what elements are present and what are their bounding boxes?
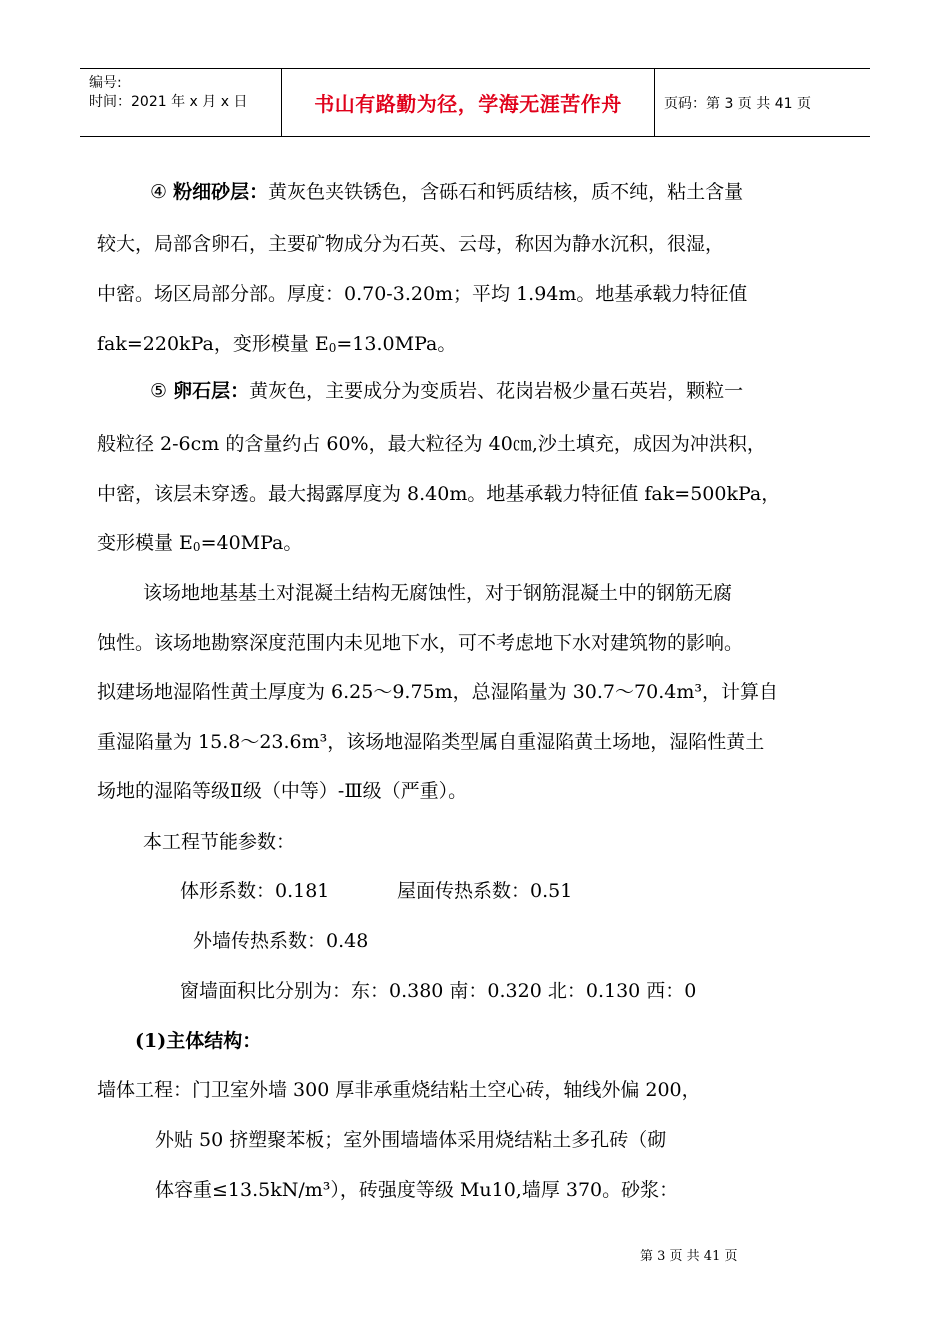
paragraph-line: 外贴 50 挤塑聚苯板；室外围墙墙体采用烧结粘土多孔砖（砌	[155, 1129, 667, 1151]
subscript: 0	[192, 540, 201, 554]
page-header	[80, 68, 870, 137]
paragraph-line: 墙体工程：门卫室外墙 300 厚非承重烧结粘土空心砖，轴线外偏 200，	[97, 1079, 701, 1101]
paragraph-line: 般粒径 2-6cm 的含量约占 60%，最大粒径为 40㎝,沙土填充，成因为冲洪积，	[97, 433, 766, 455]
list-marker: ⑤	[150, 380, 168, 402]
section-title: 粉细砂层：	[173, 181, 269, 203]
paragraph-line: 中密，该层未穿透。最大揭露厚度为 8.40m。地基承载力特征值 fak=500kPa，	[97, 483, 781, 505]
line-text: =40MPa。	[200, 532, 303, 554]
doc-time-label: 时间：2021 年 x 月 x 日	[89, 94, 248, 110]
header-meta	[80, 69, 282, 136]
paragraph-line: 拟建场地湿陷性黄土厚度为 6.25～9.75m，总湿陷量为 30.7～70.4m³，计算自	[97, 681, 778, 703]
line-text: fak=220kPa，变形模量 E	[97, 333, 329, 355]
line-text: 变形模量 E	[97, 532, 193, 554]
header-page-cell	[655, 69, 870, 136]
page-footer: 第 3 页 共 41 页	[640, 1249, 738, 1264]
subscript: 0	[328, 341, 337, 355]
paragraph-line	[150, 180, 743, 204]
paragraph-line: 中密。场区局部分部。厚度：0.70-3.20m；平均 1.94m。地基承载力特征值	[97, 283, 748, 305]
param-line: 屋面传热系数：0.51	[397, 880, 573, 902]
paragraph-line: 本工程节能参数：	[143, 831, 296, 853]
header-page-info: 页码：第 3 页 共 41 页	[664, 95, 811, 112]
paragraph-line: 重湿陷量为 15.8～23.6m³，该场地湿陷类型属自重湿陷黄土场地，湿陷性黄土	[97, 731, 765, 753]
header-motto: 书山有路勤为径，学海无涯苦作舟	[314, 92, 622, 116]
list-marker: ④	[150, 181, 168, 203]
param-line: 体形系数：0.181	[180, 880, 330, 902]
param-line: 窗墙面积比分别为：东：0.380 南：0.320 北：0.130 西：0	[180, 980, 697, 1002]
paragraph-line: 场地的湿陷等级Ⅱ级（中等）-Ⅲ级（严重）。	[97, 780, 468, 802]
param-line: 外墙传热系数：0.48	[193, 930, 369, 952]
paragraph-line	[97, 531, 302, 559]
section-title: 卵石层：	[173, 380, 250, 402]
header-motto-cell	[282, 69, 655, 136]
paragraph-line	[150, 379, 743, 403]
line-text: =13.0MPa。	[336, 333, 457, 355]
paragraph-line	[97, 332, 456, 360]
line-text: 黄灰色夹铁锈色，含砾石和钙质结核，质不纯，粘土含量	[268, 181, 744, 203]
paragraph-line: 该场地地基基土对混凝土结构无腐蚀性，对于钢筋混凝土中的钢筋无腐	[143, 582, 733, 604]
section-heading: (1)主体结构：	[135, 1030, 262, 1052]
doc-number-label: 编号:	[89, 75, 122, 91]
paragraph-line: 较大，局部含卵石，主要矿物成分为石英、云母，称因为静水沉积，很湿，	[97, 233, 725, 255]
paragraph-line: 蚀性。该场地勘察深度范围内未见地下水，可不考虑地下水对建筑物的影响。	[97, 632, 744, 654]
line-text: 黄灰色，主要成分为变质岩、花岗岩极少量石英岩，颗粒一	[249, 380, 744, 402]
paragraph-line: 体容重≤13.5kN/m³），砖强度等级 Mu10,墙厚 370。砂浆：	[155, 1179, 679, 1201]
